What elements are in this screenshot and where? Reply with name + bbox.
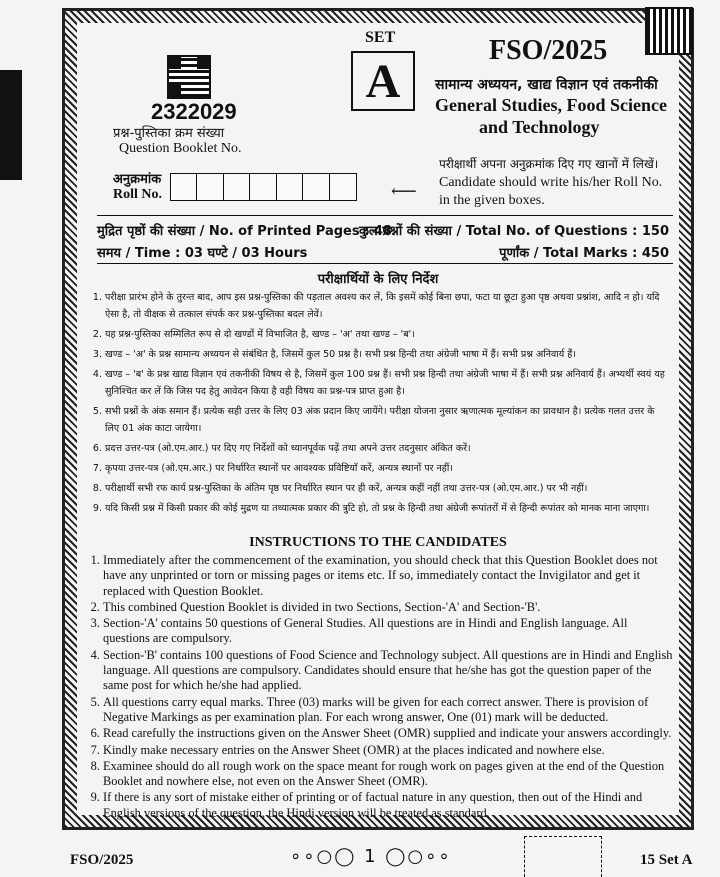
list-item: 2. This combined Question Booklet is divided in two Sections, Section-'A' and Section-'B'.: [103, 600, 673, 615]
subject-title-hindi: सामान्य अध्ययन, खाद्य विज्ञान एवं तकनीकी: [435, 77, 658, 93]
roll-digit-box[interactable]: [302, 173, 330, 201]
candidate-note-english-line1: Candidate should write his/her Roll No.: [439, 175, 663, 190]
list-item: 8. Examinee should do all rough work on the space meant for rough work on pages given at the end of the Question Booklet and nowhere else, not even on the Answer Sheet (OMR).: [103, 759, 673, 790]
list-item: 6. प्रदत्त उत्तर-पत्र (ओ.एम.आर.) पर दिए गए निर्देशों को ध्यानपूर्वक पढ़ें तथा अपने उत्तर तदनुसार अंकित करें।: [105, 440, 671, 457]
candidate-note-english-line2: in the given boxes.: [439, 193, 545, 208]
printed-pages: मुद्रित पृष्ठों की संख्या / No. of Printed Pages : 48: [97, 224, 392, 239]
list-item: 7. Kindly make necessary entries on the Answer Sheet (OMR) at the places indicated and nowhere else.: [103, 743, 673, 758]
list-item: 2. यह प्रश्न-पुस्तिका सम्मिलित रूप से दो खण्डों में विभाजित है, खण्ड – 'अ' तथा खण्ड – 'ब'।: [105, 326, 671, 343]
instructions-heading-hindi: परीक्षार्थियों के लिए निर्देश: [317, 272, 439, 287]
roll-digit-box[interactable]: [329, 173, 357, 201]
exam-code: FSO/2025: [489, 35, 608, 66]
page-frame: [62, 8, 694, 830]
booklet-label-english: Question Booklet No.: [119, 141, 242, 156]
divider: [97, 215, 673, 216]
list-item: 1. Immediately after the commencement of the examination, you should check that this Question Booklet does not have any unprinted or torn or missing pages or items etc. If so, immediately contact the Invigilator and get it replaced with Question Booklet.: [103, 553, 673, 599]
instructions-list-english: [83, 553, 673, 822]
list-item: 3. Section-'A' contains 50 questions of General Studies. All questions are in Hindi and English language. All questions are compulsory.: [103, 616, 673, 647]
roll-number-boxes: [171, 173, 357, 201]
list-item: 5. All questions carry equal marks. Three (03) marks will be given for each correct answer. There is provision of Negative Markings as per examination plan. For each wrong answer, One (01) mark will be deducted.: [103, 695, 673, 726]
set-value-box: A: [351, 51, 415, 111]
footer-dashed-box: [524, 836, 602, 877]
list-item: 3. खण्ड – 'अ' के प्रश्न सामान्य अध्ययन से संबंधित है, जिसमें कुल 50 प्रश्न है। सभी प्रश्न हिन्दी तथा अंग्रेजी भाषा में हैं। सभी प्रश्न अनिवार्य हैं।: [105, 346, 671, 363]
scan-mark: [0, 70, 22, 180]
list-item: 8. परीक्षार्थी सभी रफ कार्य प्रश्न-पुस्तिका के अंतिम पृष्ठ पर निर्धारित स्थान पर ही करें, अन्यत्र कहीं नहीं तथा उत्तर-पत्र (ओ.एम.आर.) पर भी नहीं।: [105, 480, 671, 497]
instructions-list-hindi: [89, 289, 671, 520]
list-item: 7. कृपया उत्तर-पत्र (ओ.एम.आर.) पर निर्धारित स्थानों पर आवश्यक प्रविष्टियाँ करें, अन्यत्र स्थानों पर नहीं।: [105, 460, 671, 477]
list-item: 4. Section-'B' contains 100 questions of Food Science and Technology subject. All questions are in Hindi and English language. All questions are compulsory. Candidates should ensure that he/she has got the question paper of the same post for which he/she had applied.: [103, 648, 673, 694]
qr-code-corner-icon: [645, 7, 693, 55]
page-content: [79, 25, 677, 820]
list-item: 6. Read carefully the instructions given on the Answer Sheet (OMR) supplied and indicate your answers accordingly.: [103, 726, 673, 741]
footer-page-number: 15 Set A: [640, 852, 693, 868]
roll-label-english: Roll No.: [113, 187, 162, 202]
list-item: 5. सभी प्रश्नों के अंक समान हैं। प्रत्येक सही उत्तर के लिए 03 अंक प्रदान किए जायेंगे। परीक्षा योजना नुसार ऋणात्मक मूल्यांकन का प्रावधान है। प्रत्येक गलत उत्तर के लिए 01 अंक काटा जायेगा।: [105, 403, 671, 437]
instructions-heading-english: INSTRUCTIONS TO THE CANDIDATES: [249, 535, 507, 550]
booklet-number: 2322029: [151, 99, 237, 124]
total-questions: कुल प्रश्नों की संख्या / Total No. of Questions : 150: [358, 224, 669, 239]
candidate-note-hindi: परीक्षार्थी अपना अनुक्रमांक दिए गए खानों में लिखें।: [439, 157, 659, 171]
subject-title-english-line1: General Studies, Food Science: [435, 95, 667, 115]
footer-page-marker: ∘∘○◯ 1 ◯○∘∘: [290, 846, 452, 867]
qr-code-icon: [167, 55, 211, 99]
roll-digit-box[interactable]: [249, 173, 277, 201]
roll-digit-box[interactable]: [196, 173, 224, 201]
arrow-left-icon: ⟵: [391, 181, 417, 201]
exam-time: समय / Time : 03 घण्टे / 03 Hours: [97, 246, 308, 261]
booklet-label-hindi: प्रश्न-पुस्तिका क्रम संख्या: [113, 126, 225, 141]
roll-digit-box[interactable]: [223, 173, 251, 201]
footer-exam-code: FSO/2025: [70, 852, 134, 868]
divider: [97, 263, 673, 264]
roll-digit-box[interactable]: [170, 173, 198, 201]
total-marks: पूर्णांक / Total Marks : 450: [499, 246, 669, 261]
roll-label-hindi: अनुक्रमांक: [113, 172, 162, 187]
list-item: 1. परीक्षा प्रारंभ होने के तुरन्त बाद, आप इस प्रश्न-पुस्तिका की पड़ताल अवश्य कर लें, कि इसमें कोई बिना छपा, फटा या छूटा हुआ पृष्ठ अथवा प्रश्नांश, आदि न हो। यदि ऐसा है, तो वीक्षक से तत्काल संपर्क कर प्रश्न-पुस्तिका बदल लेवें।: [105, 289, 671, 323]
subject-title-english-line2: and Technology: [479, 117, 600, 137]
list-item: 4. खण्ड – 'ब' के प्रश्न खाद्य विज्ञान एवं तकनीकी विषय से है, जिसमें कुल 100 प्रश्न हैं। सभी प्रश्न हिन्दी तथा अंग्रेजी भाषा में हैं। सभी प्रश्न अनिवार्य हैं। अभ्यर्थी स्वयं यह सुनिश्चित कर लें कि जिस पद हेतु आवेदन किया है वही विषय का प्रश्न-पत्र प्राप्त हुआ है।: [105, 366, 671, 400]
set-label: SET: [365, 29, 396, 46]
list-item: 9. If there is any sort of mistake either of printing or of factual nature in any question, then out of the Hindi and English versions of the question, the Hindi version will be treated as standard.: [103, 790, 673, 821]
roll-digit-box[interactable]: [276, 173, 304, 201]
list-item: 9. यदि किसी प्रश्न में किसी प्रकार की कोई मुद्रण या तथ्यात्मक प्रकार की त्रुटि हो, तो प्रश्न के हिन्दी तथा अंग्रेजी रूपांतरों में से हिन्दी रूपांतर को मानक माना जाएगा।: [105, 500, 671, 517]
